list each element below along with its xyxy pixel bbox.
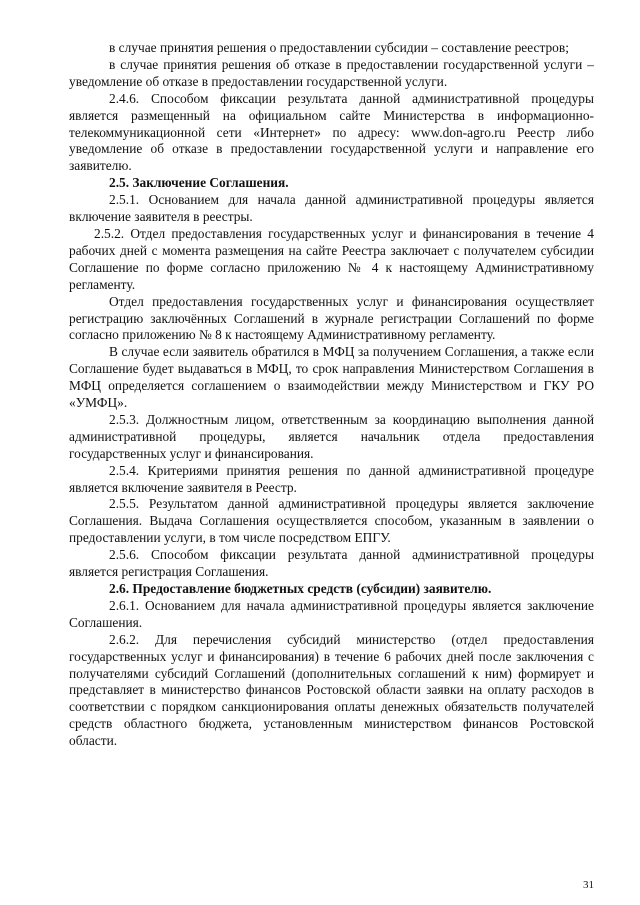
paragraph-mfc: В случае если заявитель обратился в МФЦ за получением Соглашения, а также если Соглашение будет выдаваться в МФЦ, то срок направления Министерством Соглашения в МФЦ определяется соглашением о взаимодействии между Министерством и ГКУ РО «УМФЦ».: [69, 344, 594, 411]
paragraph-2-4-6: 2.4.6. Способом фиксации результата данной административной процедуры является размещенный на официальном сайте Министерства в информационно-телекоммуникационной сети «Интернет» по адресу: www.don-agro.ru Реестр либо уведомление об отказе в предоставлении государственной услуги и направление его заявителю.: [69, 90, 594, 174]
paragraph-2-5-4: 2.5.4. Критериями принятия решения по данной административной процедуре является включение заявителя в Реестр.: [69, 462, 594, 495]
paragraph-registration: Отдел предоставления государственных услуг и финансирования осуществляет регистрацию заключённых Соглашений в журнале регистрации Соглашений по форме согласно приложению № 8 к настоящему Административному регламенту.: [69, 293, 594, 343]
page-number: 31: [583, 879, 594, 891]
paragraph-2-5-2: 2.5.2. Отдел предоставления государственных услуг и финансирования в течение 4 рабочих дней с момента размещения на сайте Реестра заключает с получателем субсидии Соглашение по форме согласно приложению № 4 к настоящему Административному регламенту.: [69, 225, 594, 292]
paragraph-2-5-3: 2.5.3. Должностным лицом, ответственным за координацию выполнения данной административной процедуры, является начальник отдела предоставления государственных услуг и финансирования.: [69, 411, 594, 461]
paragraph-2-5-1: 2.5.1. Основанием для начала данной административной процедуры является включение заявителя в реестры.: [69, 192, 594, 225]
section-heading-2-5: 2.5. Заключение Соглашения.: [109, 175, 289, 191]
paragraph-2-6-2: 2.6.2. Для перечисления субсидий министерство (отдел предоставления государственных услуг и финансирования) в течение 6 рабочих дней после заключения с получателями субсидий Соглашений (дополнительных соглашений к ним) формирует и представляет в министерство финансов Ростовской области заявки на оплату расходов в соответствии с порядком санкционирования оплаты денежных обязательств получателей средств областного бюджета, установленным министерством финансов Ростовской области.: [69, 631, 594, 749]
document-body: [69, 40, 594, 750]
paragraph-2-5-6: 2.5.6. Способом фиксации результата данной административной процедуры является регистрация Соглашения.: [69, 547, 594, 580]
paragraph-2-5-5: 2.5.5. Результатом данной административной процедуры является заключение Соглашения. Выдача Соглашения осуществляется способом, указанным в заявлении о предоставлении услуги, в том числе посредством ЕПГУ.: [69, 496, 594, 546]
paragraph-refusal-decision: в случае принятия решения об отказе в предоставлении государственной услуги – уведомление об отказе в предоставлении государственной услуги.: [69, 56, 594, 89]
paragraph-2-6-1: 2.6.1. Основанием для начала административной процедуры является заключение Соглашения.: [69, 597, 594, 630]
section-heading-2-6: 2.6. Предоставление бюджетных средств (субсидии) заявителю.: [109, 581, 492, 596]
paragraph-subsidy-decision: в случае принятия решения о предоставлении субсидии – составление реестров;: [109, 40, 569, 55]
